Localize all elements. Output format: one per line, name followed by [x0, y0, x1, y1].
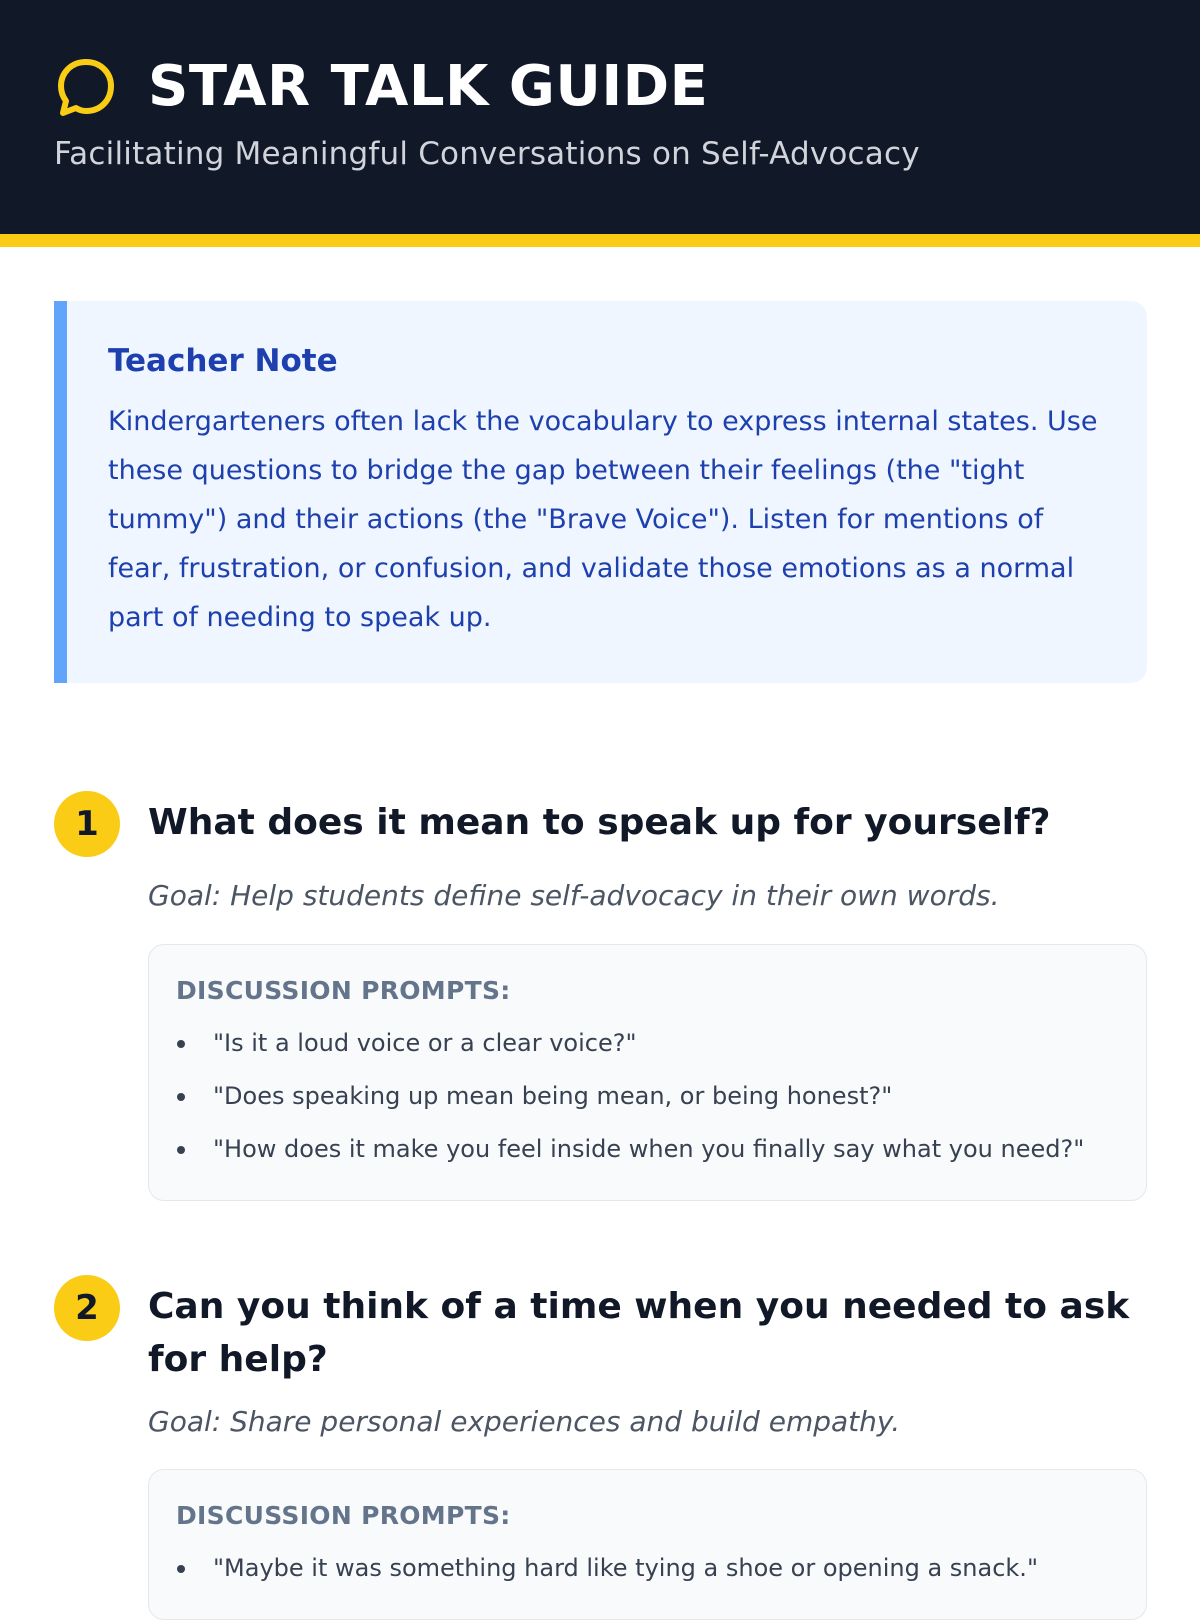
chat-bubble-icon — [54, 55, 118, 119]
question-goal: Goal: Share personal experiences and build empathy. — [148, 1405, 901, 1438]
list-item: "How does it make you feel inside when you finally say what you need?" — [176, 1133, 1120, 1166]
discussion-prompts-box — [148, 944, 1147, 1201]
teacher-note-title: Teacher Note — [108, 343, 338, 379]
question-row — [54, 1275, 1147, 1386]
discussion-prompts-label: DISCUSSION PROMPTS: — [176, 976, 511, 1005]
list-item: "Is it a loud voice or a clear voice?" — [176, 1027, 1120, 1060]
list-item: "Maybe it was something hard like tying a shoe or opening a snack." — [176, 1552, 1120, 1585]
discussion-prompts-label: DISCUSSION PROMPTS: — [176, 1501, 511, 1530]
discussion-prompts-box — [148, 1469, 1147, 1620]
question-number-badge: 1 — [54, 791, 120, 857]
question-number-badge: 2 — [54, 1275, 120, 1341]
question-row — [54, 791, 1147, 857]
page-header — [0, 0, 1200, 247]
question-goal: Goal: Help students define self-advocacy in their own words. — [148, 879, 1000, 912]
question-heading: Can you think of a time when you needed to ask for help? — [148, 1286, 1130, 1380]
header-title-row — [54, 55, 708, 119]
page-subtitle: Facilitating Meaningful Conversations on Self-Advocacy — [54, 136, 920, 172]
question-heading: What does it mean to speak up for yourself? — [148, 802, 1051, 843]
discussion-prompts-list — [176, 1552, 1120, 1585]
question-section-1 — [54, 791, 1147, 1201]
list-item: "Does speaking up mean being mean, or being honest?" — [176, 1080, 1120, 1113]
page-title: STAR TALK GUIDE — [148, 54, 709, 119]
question-section-2 — [54, 1275, 1147, 1620]
discussion-prompts-list — [176, 1027, 1120, 1166]
teacher-note-body: Kindergarteners often lack the vocabulary to express internal states. Use these questions to bridge the gap between their feelings (the "tight tummy") and their actions (the "Brave Voice"). Listen for mentions of fear, frustration, or confusion, and validate those emotions as a normal part of needing to speak up. — [108, 406, 1098, 633]
teacher-note — [54, 301, 1147, 683]
